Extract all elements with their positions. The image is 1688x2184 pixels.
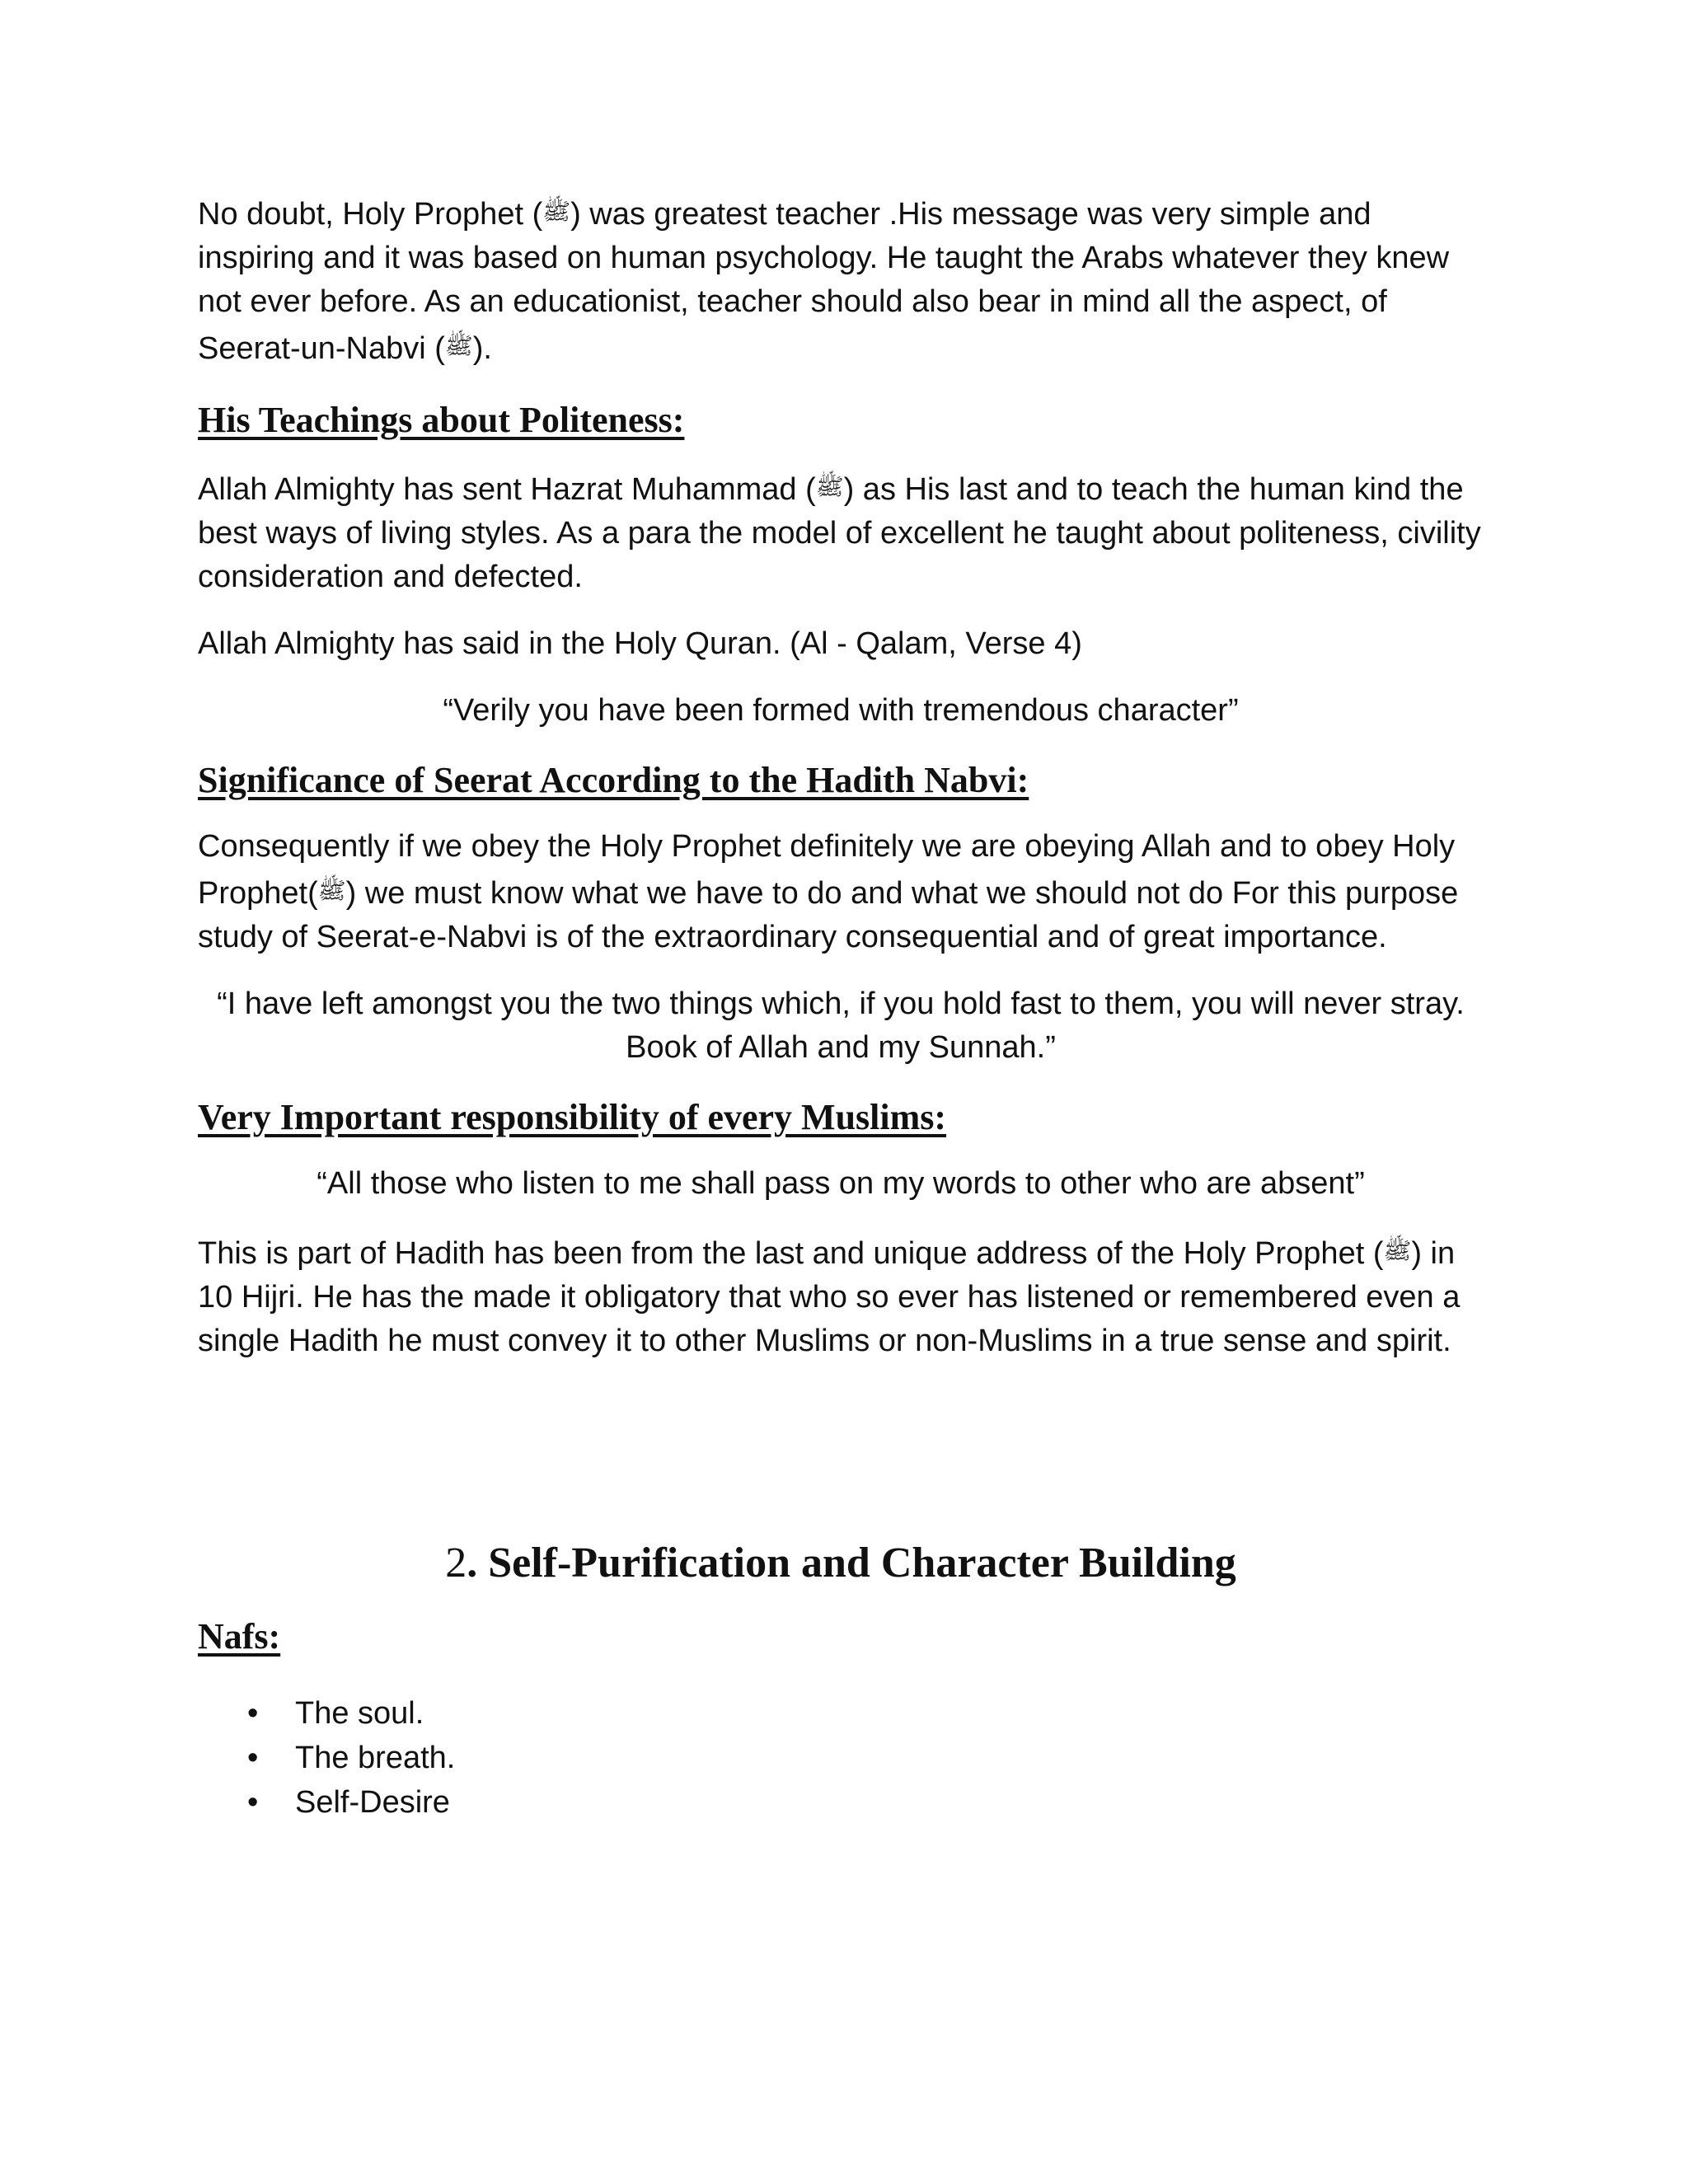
list-item-text: The soul. xyxy=(295,1696,424,1731)
list-item xyxy=(247,1780,1484,1825)
intro-text-3: ). xyxy=(472,331,492,366)
pbuh-symbol: ﷺ xyxy=(1383,1238,1412,1263)
significance-text-2: ) we must know what we have to do and what we should not do For this purpose study of Seerat-e-Nabvi is of the extraordinary consequential and of great importance. xyxy=(198,876,1459,954)
bullet-dot: • xyxy=(247,1696,259,1731)
responsibility-text-1: This is part of Hadith has been from the last and unique address of the Holy Prophet ( xyxy=(198,1236,1384,1271)
responsibility-quote: “All those who listen to me shall pass on my words to other who are absent” xyxy=(316,1166,1365,1201)
chapter-title-text: . Self-Purification and Character Building xyxy=(467,1540,1236,1586)
bullet-dot: • xyxy=(247,1741,259,1775)
significance-text-1: Consequently if we obey the Holy Prophet definitely we are obeying Allah and to obey Holy Prophet( xyxy=(198,829,1456,911)
chapter-number: 2 xyxy=(445,1540,467,1586)
significance-paragraph xyxy=(198,825,1484,959)
chapter-title xyxy=(198,1535,1484,1592)
pbuh-symbol: ﷺ xyxy=(317,878,346,903)
list-item xyxy=(247,1691,1484,1736)
heading-responsibility: Very Important responsibility of every Muslims: xyxy=(198,1097,947,1137)
hadith-quote: “I have left amongst you the two things which, if you hold fast to them, you will never stray. Book of Allah and my Sunnah.” xyxy=(217,987,1465,1065)
section-spacer xyxy=(198,1386,1484,1535)
pbuh-symbol: ﷺ xyxy=(815,474,844,499)
politeness-paragraph xyxy=(198,465,1484,599)
politeness-text-2: ) as His last and to teach the human kind the best ways of living styles. As a para the model of excellent he taught about politeness, civility consideration and defected. xyxy=(198,472,1481,594)
quran-quote: “Verily you have been formed with tremendous character” xyxy=(443,693,1239,728)
responsibility-text-2: ) in 10 Hijri. He has the made it obligatory that who so ever has listened or remembered even a single Hadith he must convey it to other Muslims or non-Muslims in a true sense and spirit. xyxy=(198,1236,1461,1358)
intro-paragraph xyxy=(198,190,1484,371)
bullet-dot: • xyxy=(247,1785,259,1820)
intro-text-2: ) was greatest teacher .His message was very simple and inspiring and it was based on human psychology. He taught the Arabs whatever they knew not ever before. As an educationist, teacher should also bear in mind all the aspect, of Seerat-un-Nabvi ( xyxy=(198,197,1450,366)
heading-significance: Significance of Seerat According to the Hadith Nabvi: xyxy=(198,760,1029,800)
quran-reference-paragraph: Allah Almighty has said in the Holy Quran. (Al - Qalam, Verse 4) xyxy=(198,626,1082,661)
intro-text-1: No doubt, Holy Prophet ( xyxy=(198,197,543,232)
responsibility-paragraph xyxy=(198,1229,1484,1363)
pbuh-symbol: ﷺ xyxy=(542,199,571,224)
list-item-text: The breath. xyxy=(295,1741,456,1775)
politeness-text-1: Allah Almighty has sent Hazrat Muhammad ( xyxy=(198,472,816,507)
heading-politeness: His Teachings about Politeness: xyxy=(198,400,685,440)
nafs-list xyxy=(198,1691,1484,1825)
list-item-text: Self-Desire xyxy=(295,1785,450,1820)
heading-nafs: Nafs: xyxy=(198,1616,281,1657)
list-item xyxy=(247,1736,1484,1780)
document-content xyxy=(198,190,1484,1825)
pbuh-symbol: ﷺ xyxy=(444,333,473,359)
